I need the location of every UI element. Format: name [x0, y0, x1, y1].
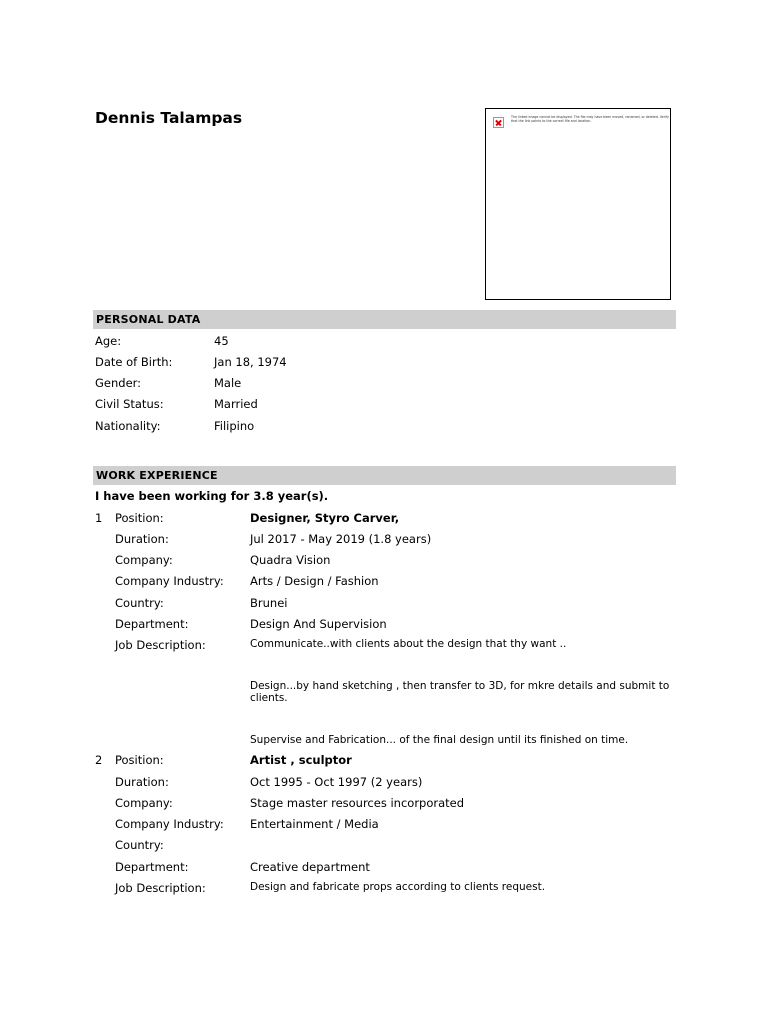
job-label: Country: — [115, 838, 164, 852]
job-company: Quadra Vision — [250, 553, 331, 567]
job-label: Country: — [115, 596, 164, 610]
section-heading: WORK EXPERIENCE — [96, 469, 218, 482]
job-label: Duration: — [115, 775, 169, 789]
field-value: Married — [214, 397, 258, 411]
job-label: Department: — [115, 617, 189, 631]
job-industry: Entertainment / Media — [250, 817, 379, 831]
field-label: Nationality: — [95, 419, 161, 433]
job-label: Position: — [115, 753, 164, 767]
job-country: Brunei — [250, 596, 288, 610]
job-label: Duration: — [115, 532, 169, 546]
broken-image-text: The linked image cannot be displayed. The file may have been moved, renamed, or deleted. Verify that the link points to the correct file and location. — [511, 115, 669, 123]
section-personal-data — [93, 310, 676, 329]
experience-summary: I have been working for 3.8 year(s). — [95, 489, 329, 503]
job-label: Company: — [115, 796, 173, 810]
job-number: 2 — [95, 753, 103, 767]
job-label: Job Description: — [115, 638, 206, 652]
photo-frame — [485, 108, 671, 300]
field-value: Male — [214, 376, 242, 390]
job-label: Company Industry: — [115, 817, 224, 831]
job-description-line: Supervise and Fabrication... of the final design until its finished on time. — [250, 734, 629, 746]
job-duration: Jul 2017 - May 2019 (1.8 years) — [250, 532, 432, 546]
field-label: Age: — [95, 334, 122, 348]
job-label: Department: — [115, 860, 189, 874]
field-value: 45 — [214, 334, 229, 348]
job-number: 1 — [95, 511, 103, 525]
resume-name: Dennis Talampas — [95, 109, 243, 127]
section-work-experience — [93, 466, 676, 485]
field-label: Gender: — [95, 376, 142, 390]
field-value: Jan 18, 1974 — [214, 355, 287, 369]
job-label: Company Industry: — [115, 574, 224, 588]
job-department: Design And Supervision — [250, 617, 387, 631]
job-description-line: Design and fabricate props according to clients request. — [250, 881, 546, 893]
section-heading: PERSONAL DATA — [96, 313, 201, 326]
job-description-line: Design...by hand sketching , then transfer to 3D, for mkre details and submit to clients. — [250, 680, 670, 704]
job-company: Stage master resources incorporated — [250, 796, 465, 810]
job-position: Artist , sculptor — [250, 753, 352, 767]
job-department: Creative department — [250, 860, 370, 874]
broken-image-icon — [493, 117, 504, 128]
job-industry: Arts / Design / Fashion — [250, 574, 379, 588]
job-description-line: Communicate..with clients about the design that thy want .. — [250, 638, 567, 650]
job-position: Designer, Styro Carver, — [250, 511, 400, 525]
job-label: Company: — [115, 553, 173, 567]
job-duration: Oct 1995 - Oct 1997 (2 years) — [250, 775, 423, 789]
field-label: Civil Status: — [95, 397, 164, 411]
job-label: Position: — [115, 511, 164, 525]
job-label: Job Description: — [115, 881, 206, 895]
field-value: Filipino — [214, 419, 255, 433]
field-label: Date of Birth: — [95, 355, 173, 369]
